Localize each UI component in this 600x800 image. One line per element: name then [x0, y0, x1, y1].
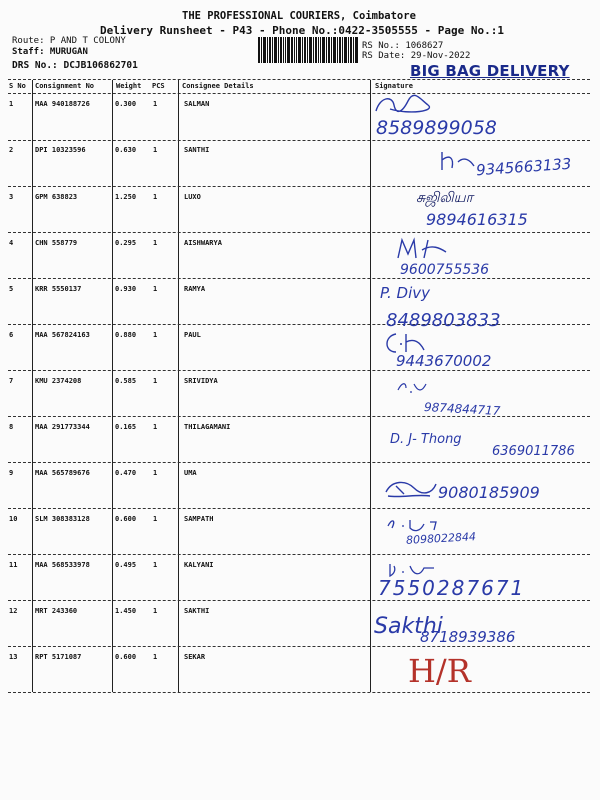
row-sno: 5	[9, 285, 14, 293]
row-consignee: KALYANI	[184, 561, 214, 569]
signature-name: P. Divy	[380, 284, 430, 302]
row-consignment: DPI 10323596	[35, 146, 86, 154]
rs-date: RS Date: 29-Nov-2022	[362, 51, 471, 61]
row-pcs: 1	[153, 285, 158, 293]
signature-phone: 9345663133	[475, 154, 572, 180]
row-consignee: SRIVIDYA	[184, 377, 218, 385]
row-consignment: MAA 291773344	[35, 423, 90, 431]
row-consignee: PAUL	[184, 331, 201, 339]
row-sno: 8	[9, 423, 14, 431]
row-pcs: 1	[153, 377, 158, 385]
row-weight: 0.295	[115, 239, 137, 247]
row-pcs: 1	[153, 653, 158, 661]
signature-phone: 6369011786	[492, 444, 575, 459]
signature-name: சுஜிலியா	[416, 190, 473, 206]
row-consignee: LUXO	[184, 193, 201, 201]
col-header-signature: Signature	[375, 82, 413, 90]
row-sno: 6	[9, 331, 14, 339]
row-weight: 0.165	[115, 423, 137, 431]
signature-scribble	[436, 148, 480, 174]
row-rule	[8, 370, 590, 371]
row-rule	[8, 278, 590, 279]
row-consignment: RPT 5171087	[35, 653, 82, 661]
row-weight: 0.630	[115, 146, 137, 154]
row-weight: 0.930	[115, 285, 137, 293]
barcode-image	[258, 37, 358, 63]
signature-phone: 9600755536	[400, 262, 490, 278]
row-rule	[8, 416, 590, 417]
col-header-weight: Weight	[116, 82, 142, 90]
row-sno: 12	[9, 607, 18, 615]
row-pcs: 1	[153, 239, 158, 247]
rs-number: RS No.: 1068627	[362, 41, 444, 51]
row-rule	[8, 508, 590, 509]
row-rule	[8, 324, 590, 325]
document-title: THE PROFESSIONAL COURIERS, Coimbatore	[182, 10, 416, 22]
staff-label: Staff: MURUGAN	[12, 47, 88, 57]
row-consignment: GPM 638823	[35, 193, 78, 201]
signature-scribble	[394, 234, 454, 262]
signature-phone: 9894616315	[426, 210, 528, 229]
row-consignee: SEKAR	[184, 653, 206, 661]
row-pcs: 1	[153, 331, 158, 339]
row-pcs: 1	[153, 423, 158, 431]
row-weight: 0.600	[115, 515, 137, 523]
row-weight: 0.495	[115, 561, 137, 569]
row-consignment: MAA 568533978	[35, 561, 90, 569]
big-bag-stamp: BIG BAG DELIVERY	[410, 62, 570, 80]
row-weight: 1.450	[115, 607, 137, 615]
signature-scribble	[394, 378, 430, 396]
signature-hr-mark: H/R	[408, 652, 471, 690]
row-weight: 0.880	[115, 331, 137, 339]
row-rule	[8, 140, 590, 141]
row-pcs: 1	[153, 193, 158, 201]
col-header-pcs: PCS	[152, 82, 165, 90]
row-consignee: RAMYA	[184, 285, 206, 293]
row-rule	[8, 232, 590, 233]
header-bottom-rule	[8, 93, 590, 94]
signature-phone: 8489803833	[386, 310, 501, 331]
row-rule	[8, 462, 590, 463]
row-weight: 0.585	[115, 377, 137, 385]
signature-name: D. J- Thong	[390, 432, 462, 447]
row-consignee: UMA	[184, 469, 197, 477]
col-header-sno: S No	[9, 82, 26, 90]
signature-phone: 7550287671	[378, 576, 526, 600]
signature-phone: 9443670002	[396, 352, 492, 370]
row-consignment: CHN 558779	[35, 239, 78, 247]
row-pcs: 1	[153, 100, 158, 108]
row-consignment: KRR 5550137	[35, 285, 82, 293]
col-header-consignee: Consignee Details	[182, 82, 254, 90]
row-consignee: SAKTHI	[184, 607, 210, 615]
row-consignment: MRT 243360	[35, 607, 78, 615]
col-header-consignment: Consignment No	[35, 82, 95, 90]
route-label: Route: P AND T COLONY	[12, 36, 126, 46]
row-consignee: SANTHI	[184, 146, 210, 154]
row-pcs: 1	[153, 607, 158, 615]
row-pcs: 1	[153, 515, 158, 523]
row-consignee: SALMAN	[184, 100, 210, 108]
row-weight: 0.600	[115, 653, 137, 661]
row-sno: 3	[9, 193, 14, 201]
row-consignment: MAA 565789676	[35, 469, 90, 477]
signature-phone: 9080185909	[438, 483, 540, 502]
row-weight: 0.470	[115, 469, 137, 477]
signature-phone: 8098022844	[405, 530, 477, 547]
row-rule	[8, 554, 590, 555]
drs-number: DRS No.: DCJB106862701	[12, 60, 138, 71]
row-consignee: AISHWARYA	[184, 239, 222, 247]
row-sno: 10	[9, 515, 18, 523]
row-consignment: MAA 567824163	[35, 331, 90, 339]
signature-phone: 9874844717	[423, 400, 501, 418]
row-pcs: 1	[153, 561, 158, 569]
row-rule	[8, 186, 590, 187]
row-pcs: 1	[153, 146, 158, 154]
row-sno: 11	[9, 561, 18, 569]
signature-phone: 8589899058	[376, 117, 497, 139]
table-top-rule	[8, 79, 590, 80]
row-sno: 1	[9, 100, 14, 108]
runsheet-subtitle: Delivery Runsheet - P43 - Phone No.:0422-3505555 - Page No.:1	[100, 24, 504, 37]
row-consignment: SLM 308383128	[35, 515, 90, 523]
signature-phone: 8718939386	[420, 628, 516, 646]
row-rule	[8, 692, 590, 693]
row-rule	[8, 646, 590, 647]
row-consignee: SAMPATH	[184, 515, 214, 523]
signature-name: Sakthi	[374, 614, 443, 639]
signature-scribble	[382, 474, 440, 502]
row-consignment: MAA 940188726	[35, 100, 90, 108]
row-pcs: 1	[153, 469, 158, 477]
row-consignee: THILAGAMANI	[184, 423, 231, 431]
row-consignment: KMU 2374208	[35, 377, 82, 385]
row-rule	[8, 600, 590, 601]
row-sno: 9	[9, 469, 14, 477]
row-weight: 1.250	[115, 193, 137, 201]
row-sno: 13	[9, 653, 18, 661]
row-sno: 7	[9, 377, 14, 385]
row-sno: 4	[9, 239, 14, 247]
row-sno: 2	[9, 146, 14, 154]
row-weight: 0.300	[115, 100, 137, 108]
